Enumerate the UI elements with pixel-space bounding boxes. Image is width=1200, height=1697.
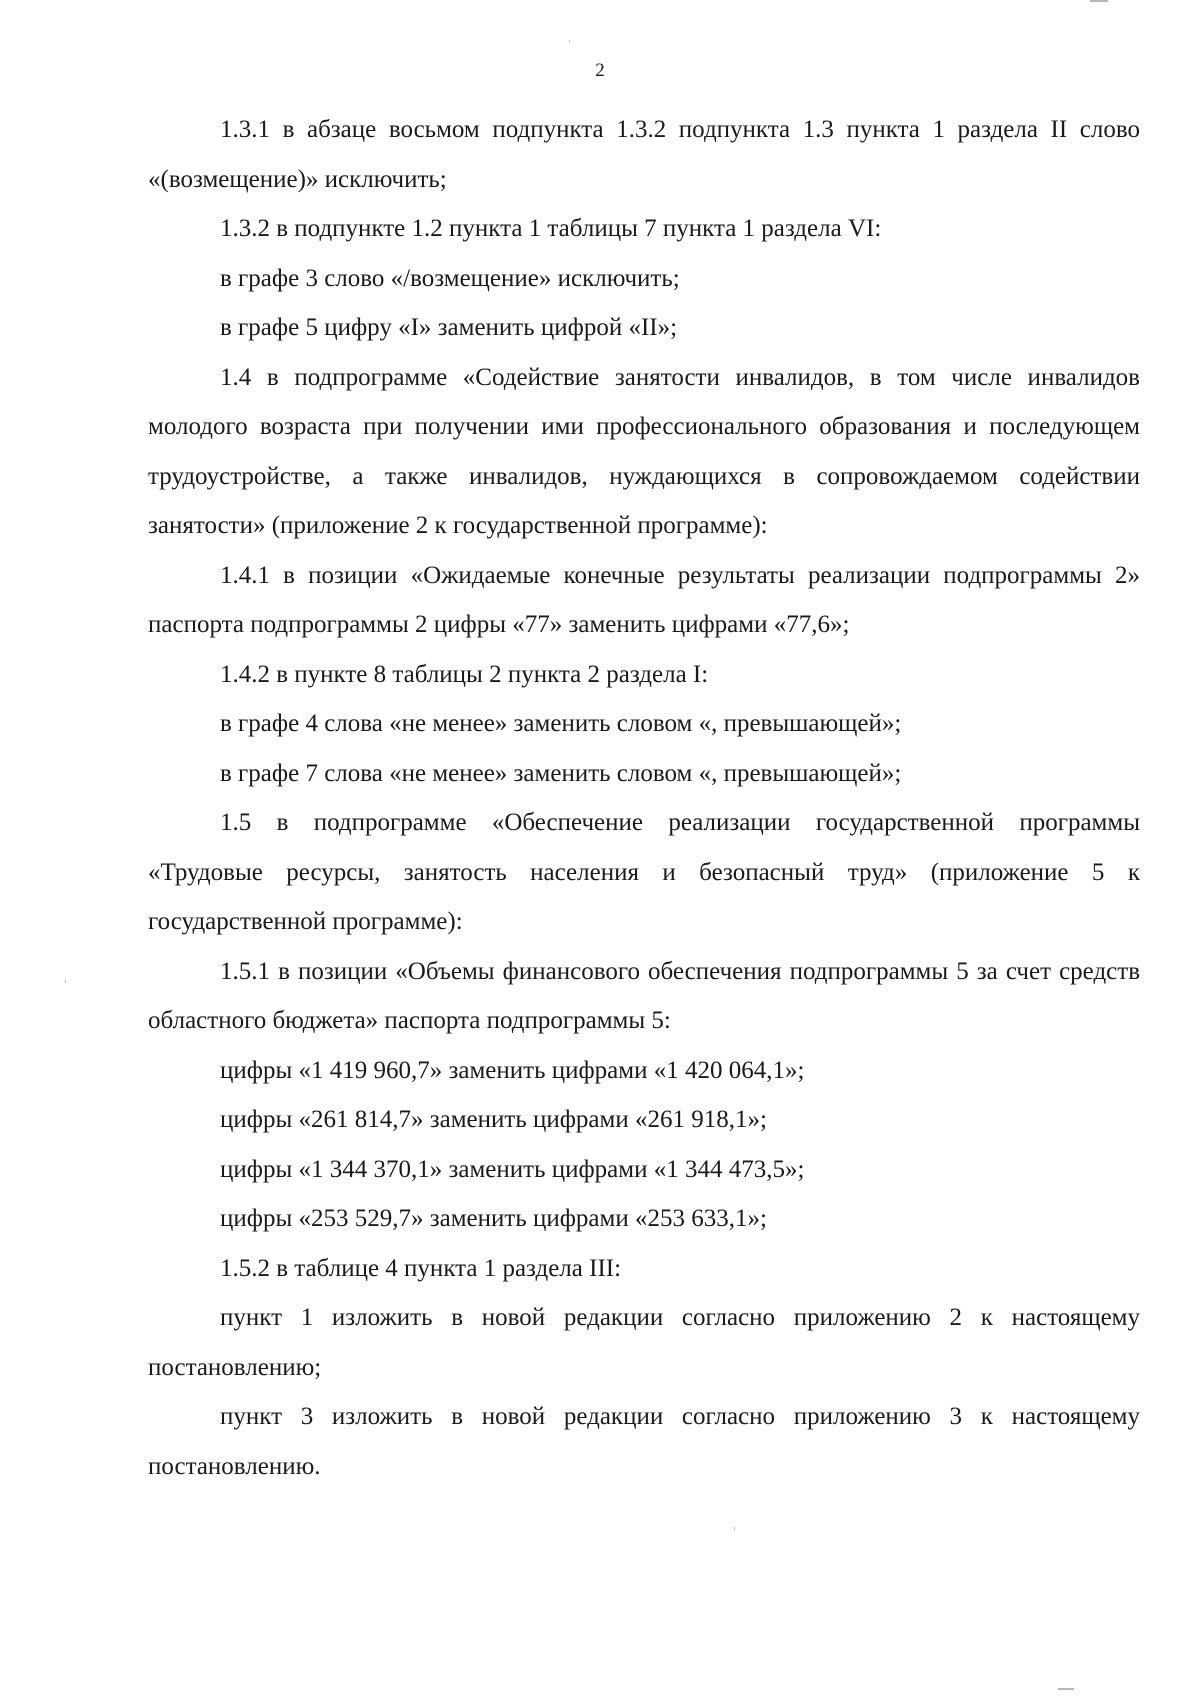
paragraph-1-4-1: 1.4.1 в позиции «Ожидаемые конечные результаты реализации подпрограммы 2» паспорта подпрограммы 2 цифры «77» заменить цифрами «77,6»; — [148, 561, 1140, 638]
paragraph-figures-1: цифры «1 419 960,7» заменить цифрами «1 420 064,1»; — [220, 1056, 805, 1084]
paragraph-figures-4: цифры «253 529,7» заменить цифрами «253 633,1»; — [220, 1205, 767, 1232]
paragraph-figures-3: цифры «1 344 370,1» заменить цифрами «1 344 473,5»; — [220, 1155, 805, 1183]
scan-speck — [734, 1527, 735, 1530]
paragraph-item-1: пункт 1 изложить в новой редакции согласно приложению 2 к настоящему постановлению; — [148, 1304, 1140, 1381]
scan-speck — [1058, 1688, 1074, 1690]
scan-speck — [1090, 0, 1108, 2]
paragraph-1-4: 1.4 в подпрограмме «Содействие занятости инвалидов, в том числе инвалидов молодого возраста при получении ими профессионального образования и последующем трудоустройстве, а также инвалидов, нуждающихся в сопровождаемом содействии занятости» (приложение 2 к государственной программе): — [148, 363, 1140, 539]
paragraph-1-4-2: 1.4.2 в пункте 8 таблицы 2 пункта 2 раздела I: — [220, 660, 709, 688]
scan-speck — [65, 980, 66, 983]
paragraph-column-5: в графе 5 цифру «I» заменить цифрой «II»; — [220, 314, 678, 341]
paragraph-column-7: в графе 7 слова «не менее» заменить словом «, превышающей»; — [220, 759, 902, 787]
scan-speck — [569, 40, 570, 42]
paragraph-1-5-2: 1.5.2 в таблице 4 пункта 1 раздела III: — [220, 1254, 622, 1282]
paragraph-column-3: в графе 3 слово «/возмещение» исключить; — [220, 264, 680, 292]
paragraph-1-3-1: 1.3.1 в абзаце восьмом подпункта 1.3.2 подпункта 1.3 пункта 1 раздела II слово «(возмещение)» исключить; — [148, 116, 1140, 193]
paragraph-figures-2: цифры «261 814,7» заменить цифрами «261 918,1»; — [220, 1106, 767, 1133]
paragraph-column-4: в графе 4 слова «не менее» заменить словом «, превышающей»; — [220, 710, 902, 737]
paragraph-item-3: пункт 3 изложить в новой редакции согласно приложению 3 к настоящему постановлению. — [148, 1403, 1140, 1480]
page-number: 2 — [595, 60, 605, 81]
paragraph-1-5-1: 1.5.1 в позиции «Объемы финансового обеспечения подпрограммы 5 за счет средств областного бюджета» паспорта подпрограммы 5: — [148, 957, 1140, 1034]
paragraph-1-3-2: 1.3.2 в подпункте 1.2 пункта 1 таблицы 7 пункта 1 раздела VI: — [220, 215, 882, 242]
document-body — [148, 105, 1140, 1491]
paragraph-1-5: 1.5 в подпрограмме «Обеспечение реализации государственной программы «Трудовые ресурсы, занятость населения и безопасный труд» (приложение 5 к государственной программе): — [148, 809, 1140, 935]
